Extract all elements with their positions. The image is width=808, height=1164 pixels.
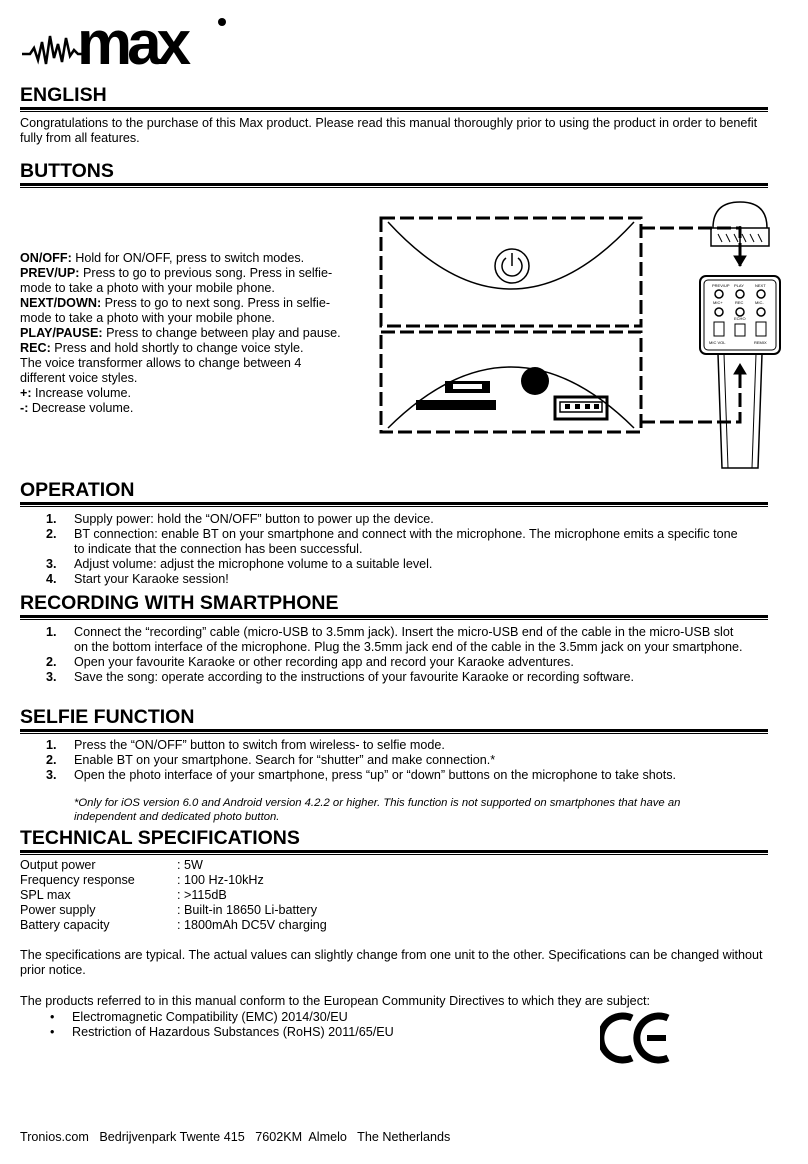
spec-row: Output power : 5W (20, 858, 203, 872)
selfie-steps (46, 738, 746, 783)
spec-row: Power supply : Built-in 18650 Li-battery (20, 903, 318, 917)
heading-operation: OPERATION (20, 479, 135, 501)
specs-note: The specifications are typical. The actual values can slightly change from one unit to the other. Specifications can be changed without prior notice. (20, 948, 763, 977)
svg-text:max: max (77, 14, 187, 70)
card-slot-icon (416, 400, 496, 410)
heading-english: ENGLISH (20, 84, 107, 106)
logo-waveform-icon (22, 14, 232, 70)
list-item: 3. Open the photo interface of your smartphone, press “up” or “down” buttons on the microphone to take shots. (46, 768, 677, 782)
list-item: 1. Press the “ON/OFF” button to switch from wireless- to selfie mode. (46, 738, 445, 752)
button-desc-play: PLAY/PAUSE: Press to change between play and pause. (20, 326, 341, 340)
selfie-note: *Only for iOS version 6.0 and Android version 4.2.2 or higher. This function is not supported on smartphones that have an independent and dedicated photo button. (74, 797, 681, 823)
audio-jack-icon (521, 367, 549, 395)
list-item: 1. Supply power: hold the “ON/OFF” button to power up the device. (46, 512, 434, 526)
mic-label: NEXT (755, 283, 766, 288)
heading-recording: RECORDING WITH SMARTPHONE (20, 592, 339, 614)
spec-row: Battery capacity : 1800mAh DC5V charging (20, 918, 327, 932)
mic-label: REMIX (754, 340, 767, 345)
button-desc-minus: -: Decrease volume. (20, 401, 134, 415)
divider (20, 729, 768, 734)
intro-text: Congratulations to the purchase of this Max product. Please read this manual thoroughly prior to using the product in order to benefit fully from all features. (20, 116, 758, 145)
list-item: 1. Connect the “recording” cable (micro-USB to 3.5mm jack). Insert the micro-USB end of the cable in the micro-USB slot on the bottom interface of the microphone. Plug the 3.5mm jack end of the cable in the 3.5mm jack on your smartphone. (46, 625, 743, 654)
power-icon (495, 249, 529, 283)
operation-steps (46, 512, 746, 587)
button-desc-plus: +: Increase volume. (20, 386, 131, 400)
mic-label: REC (735, 300, 744, 305)
button-desc-prev: PREV/UP: Press to go to previous song. Press in selfie-mode to take a photo with your mobile phone. (20, 266, 333, 295)
divider (20, 850, 768, 855)
heading-selfie: SELFIE FUNCTION (20, 706, 195, 728)
spec-row: SPL max : >115dB (20, 888, 227, 902)
brand-logo (22, 14, 232, 70)
device-diagram (378, 196, 788, 476)
list-item: 4. Start your Karaoke session! (46, 572, 229, 586)
bullet: • (50, 1010, 55, 1024)
list-item: 2. BT connection: enable BT on your smartphone and connect with the microphone. The microphone emits a specific tone to indicate that the connection has been successful. (46, 527, 738, 556)
mic-label: MIC- (755, 300, 764, 305)
list-item: 3. Adjust volume: adjust the microphone volume to a suitable level. (46, 557, 433, 571)
buttons-list (20, 251, 358, 416)
heading-tech: TECHNICAL SPECIFICATIONS (20, 827, 300, 849)
divider (20, 615, 768, 620)
button-desc-voice: The voice transformer allows to change between 4 different voice styles. (20, 356, 302, 385)
divider (20, 107, 768, 112)
mic-label: ECHO (734, 316, 746, 321)
mic-label: PLAY (734, 283, 744, 288)
button-desc-next: NEXT/DOWN: Press to go to next song. Press in selfie-mode to take a photo with your mobile phone. (20, 296, 331, 325)
mic-label: MIC VOL (709, 340, 726, 345)
ce-mark-icon (600, 1010, 676, 1066)
usb-port-icon (555, 397, 607, 419)
list-item: 3. Save the song: operate according to the instructions of your favourite Karaoke or recording software. (46, 670, 635, 684)
mic-label: MIC+ (713, 300, 723, 305)
spec-row: Frequency response : 100 Hz-10kHz (20, 873, 264, 887)
mic-label: PREV/UP (712, 283, 730, 288)
button-desc-onoff: ON/OFF: Hold for ON/OFF, press to switch modes. (20, 251, 305, 265)
list-item: 2. Enable BT on your smartphone. Search for “shutter” and make connection.* (46, 753, 496, 767)
heading-buttons: BUTTONS (20, 160, 114, 182)
button-desc-rec: REC: Press and hold shortly to change voice style. (20, 341, 304, 355)
conformity-text: The products referred to in this manual conform to the European Community Directives to which they are subject: (20, 994, 650, 1008)
microphone-icon (700, 202, 780, 468)
bullet: • (50, 1025, 55, 1039)
recording-steps (46, 625, 746, 685)
list-item: 2. Open your favourite Karaoke or other recording app and record your Karaoke adventures. (46, 655, 574, 669)
footer-address: Tronios.com Bedrijvenpark Twente 415 7602KM Almelo The Netherlands (20, 1130, 451, 1144)
divider (20, 183, 768, 188)
divider (20, 502, 768, 507)
micro-usb-port-icon (445, 381, 490, 393)
